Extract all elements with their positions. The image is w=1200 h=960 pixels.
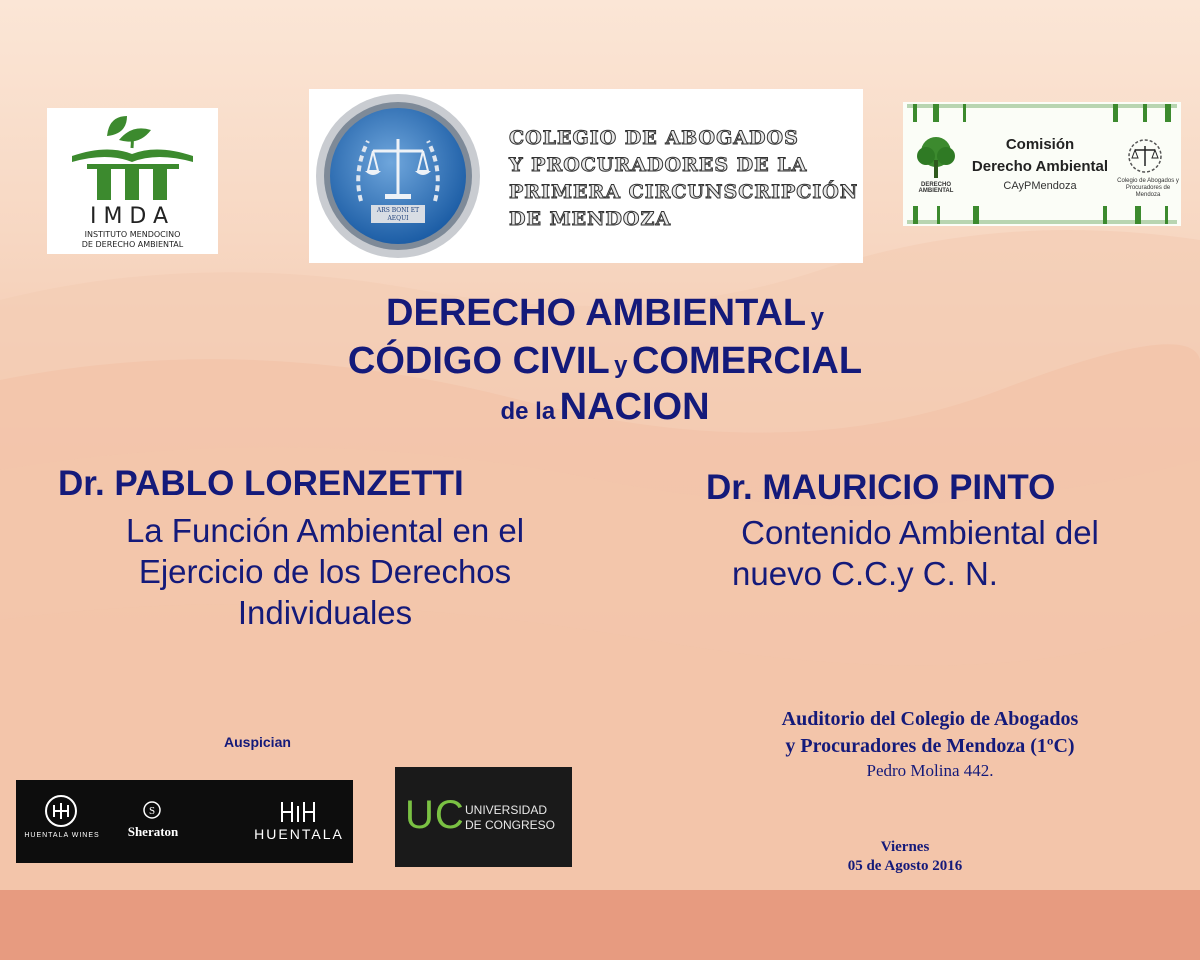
imda-emblem-icon bbox=[47, 108, 218, 218]
svg-text:S: S bbox=[148, 805, 156, 817]
event-date bbox=[780, 838, 1030, 876]
sponsors-label: Auspician bbox=[224, 734, 291, 750]
speaker2-topic-line: nuevo C.C.y C. N. bbox=[732, 555, 998, 592]
speaker1-topic-line: Individuales bbox=[237, 594, 413, 631]
huentala-sponsor-logo bbox=[16, 780, 353, 863]
headline-connector: y bbox=[614, 352, 628, 379]
colegio-name bbox=[509, 125, 859, 233]
venue-address: Pedro Molina 442. bbox=[866, 761, 994, 780]
speaker1-topic bbox=[60, 510, 590, 633]
speaker1-topic-line: Ejercicio de los Derechos bbox=[138, 553, 512, 590]
comision-sub: CAyPMendoza bbox=[1003, 180, 1077, 192]
comision-logo bbox=[903, 102, 1181, 226]
colegio-seal-text: ARS BONI ET AEQUI bbox=[376, 207, 420, 222]
comision-title-line: Derecho Ambiental bbox=[971, 158, 1109, 175]
huentala-hotel-icon bbox=[278, 800, 318, 824]
speaker2-topic-line: Contenido Ambiental del bbox=[741, 514, 1099, 551]
headline-connector: y bbox=[810, 304, 824, 331]
comision-left-caption: DERECHO AMBIENTAL bbox=[918, 182, 954, 194]
headline-text: DERECHO AMBIENTAL bbox=[386, 292, 807, 334]
event-day: Viernes bbox=[880, 839, 930, 855]
headline-text: COMERCIAL bbox=[631, 340, 863, 382]
sheraton-icon bbox=[142, 800, 162, 820]
uc-name-line: UNIVERSIDAD bbox=[465, 803, 548, 817]
headline-text: NACION bbox=[559, 386, 710, 428]
colegio-seal-icon bbox=[313, 91, 483, 261]
headline-connector: de la bbox=[500, 398, 556, 425]
venue-name bbox=[700, 706, 1160, 760]
speaker1-name: Dr. PABLO LORENZETTI bbox=[58, 464, 464, 503]
sheraton-text: Sheraton bbox=[127, 824, 179, 839]
colegio-name-line: DE MENDOZA bbox=[509, 208, 672, 230]
colegio-name-line: Y PROCURADORES DE LA bbox=[509, 154, 808, 176]
speaker1-topic-line: La Función Ambiental en el bbox=[125, 512, 525, 549]
headline-line2 bbox=[200, 340, 1010, 383]
headline-line3 bbox=[200, 386, 1010, 429]
uc-sponsor-logo bbox=[395, 767, 572, 867]
imda-line1: INSTITUTO MENDOCINO bbox=[84, 230, 181, 239]
imda-line2: DE DERECHO AMBIENTAL bbox=[81, 240, 184, 249]
venue-line: y Procuradores de Mendoza (1ºC) bbox=[785, 735, 1075, 757]
speaker2-name: Dr. MAURICIO PINTO bbox=[706, 468, 1056, 507]
imda-acronym: IMDA bbox=[89, 204, 176, 229]
tree-icon bbox=[913, 134, 959, 180]
huentala-text: HUENTALA bbox=[254, 826, 344, 842]
headline-text: CÓDIGO CIVIL bbox=[347, 340, 610, 382]
colegio-name-line: COLEGIO DE ABOGADOS bbox=[509, 127, 799, 149]
event-date-text: 05 de Agosto 2016 bbox=[847, 858, 963, 874]
uc-name-line: DE CONGRESO bbox=[465, 818, 556, 832]
speaker2-topic bbox=[690, 512, 1150, 594]
scales-icon bbox=[1125, 138, 1165, 174]
imda-logo bbox=[47, 108, 218, 254]
comision-right-caption: Colegio de Abogados y Procuradores de Mendoza bbox=[1117, 178, 1179, 198]
huentala-wines-text: HUENTALA WINES bbox=[24, 832, 100, 839]
colegio-logo bbox=[309, 89, 863, 263]
comision-title bbox=[965, 134, 1115, 178]
uc-name bbox=[465, 803, 555, 833]
colegio-name-line: PRIMERA CIRCUNSCRIPCIÓN bbox=[509, 181, 859, 203]
venue-line: Auditorio del Colegio de Abogados bbox=[781, 708, 1079, 730]
uc-mark: UC bbox=[405, 793, 465, 837]
huentala-wines-icon bbox=[44, 794, 78, 828]
comision-title-line: Comisión bbox=[1005, 136, 1075, 153]
headline-line1 bbox=[200, 292, 1010, 335]
